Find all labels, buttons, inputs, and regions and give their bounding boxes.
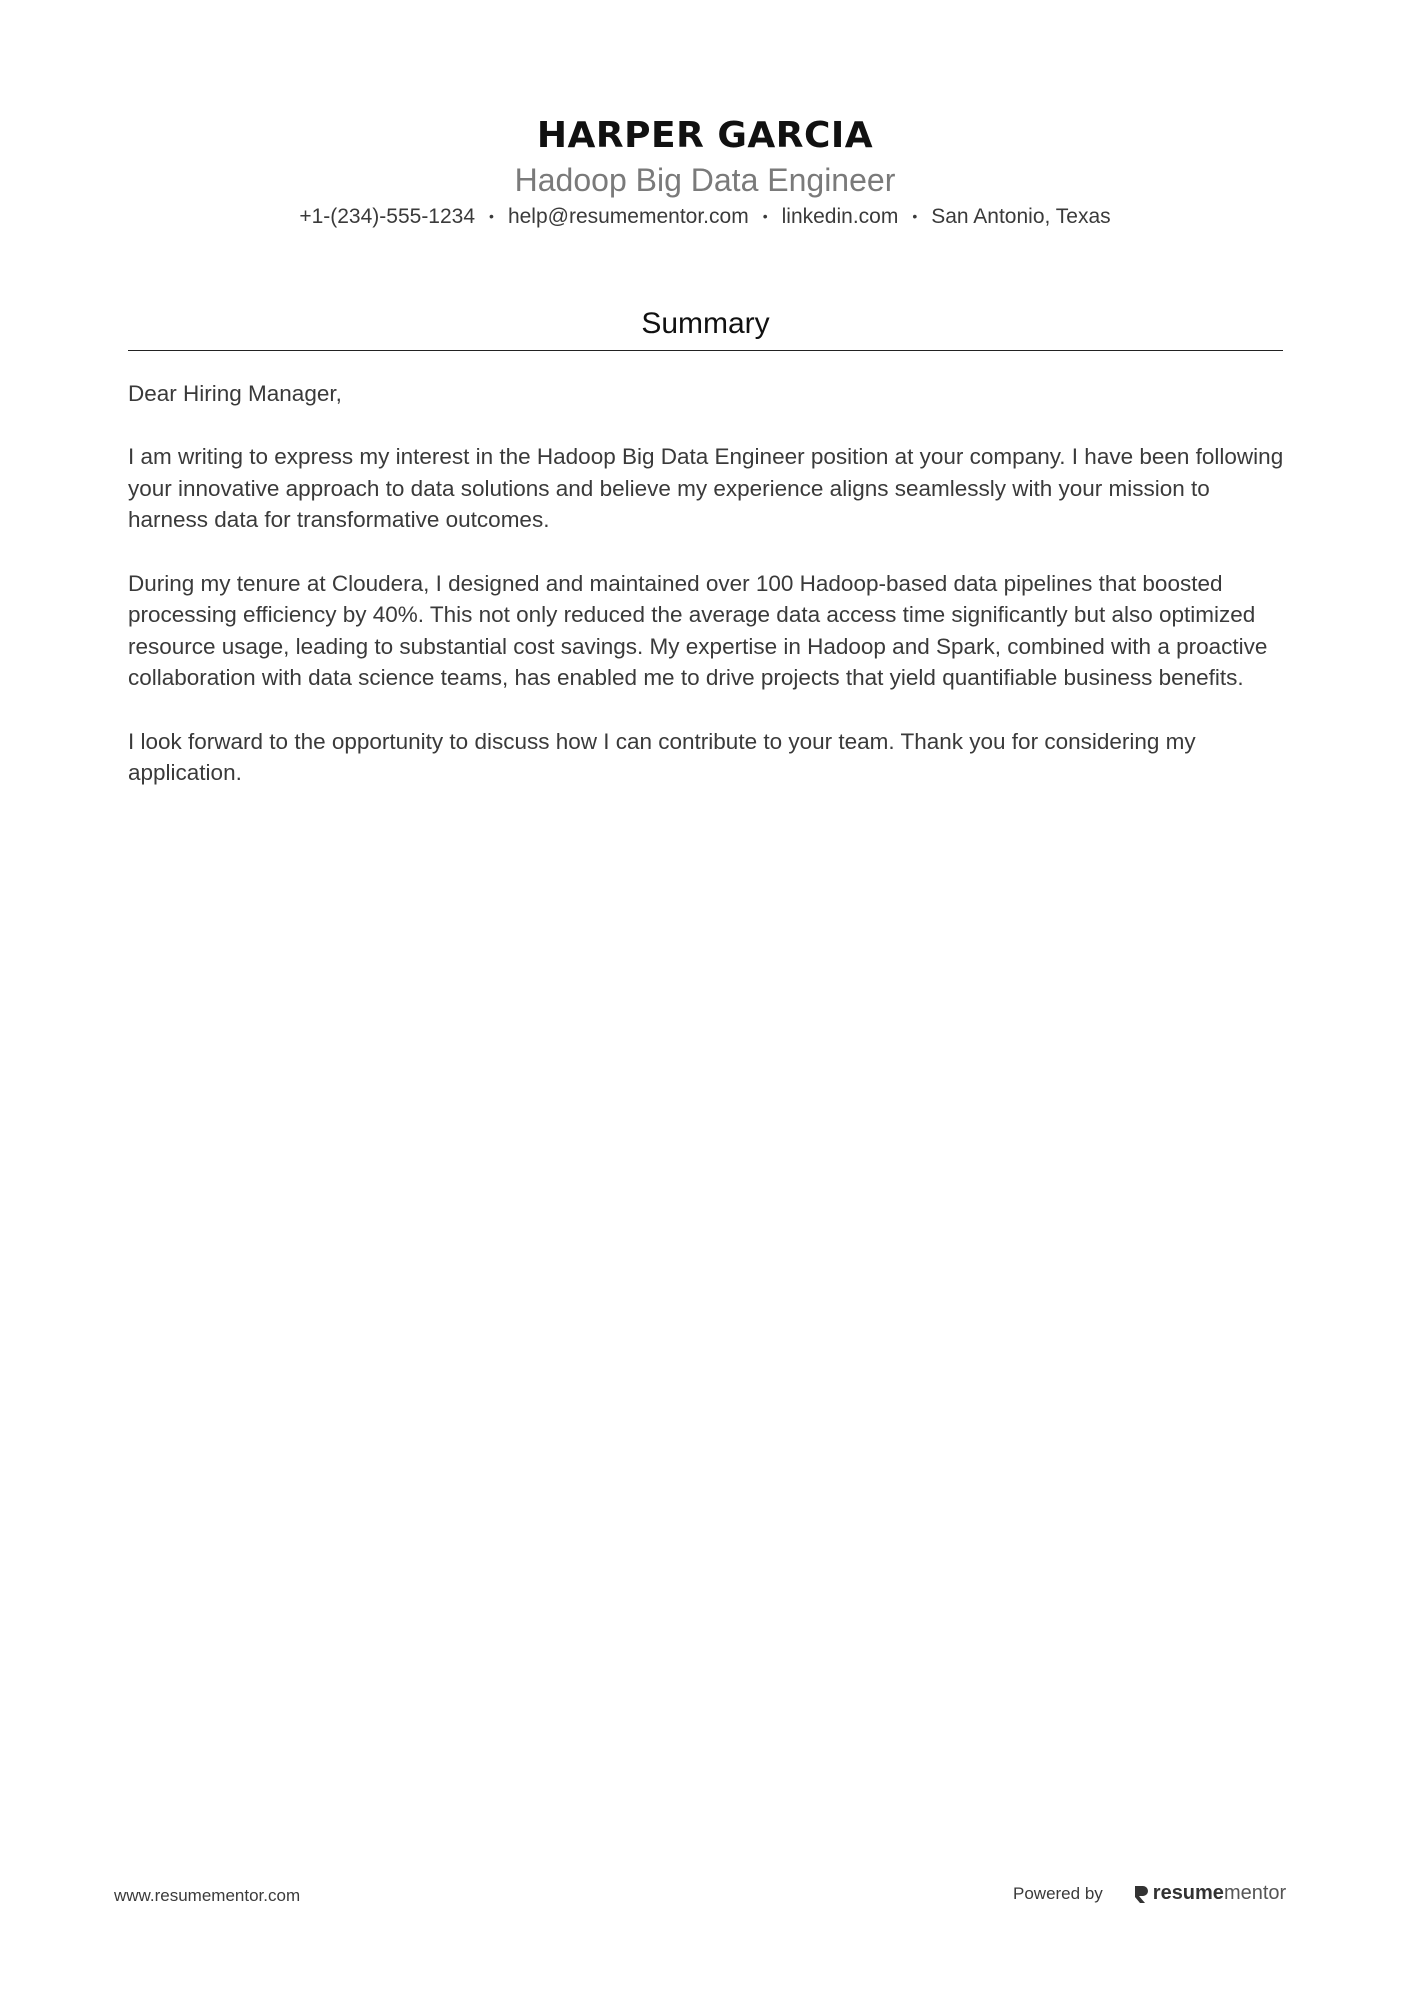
resumementor-logo-icon	[1133, 1884, 1149, 1904]
footer-website[interactable]: www.resumementor.com	[114, 1886, 301, 1905]
candidate-role: Hadoop Big Data Engineer	[514, 162, 896, 198]
contact-separator: •	[912, 208, 918, 224]
contact-linkedin[interactable]: linkedin.com	[781, 205, 899, 228]
section-divider	[128, 350, 1283, 351]
candidate-name: HARPER GARCIA	[536, 115, 874, 156]
letter-paragraph: During my tenure at Cloudera, I designed and maintained over 100 Hadoop-based data pipelines that boosted processing efficiency by 40%. This not only reduced the average data access time significantly but also optimized resource usage, leading to substantial cost savings. My expertise in Hadoop and Spark, combined with a proactive collaboration with data science teams, has enabled me to drive projects that yield quantifiable business benefits.	[128, 570, 1268, 691]
powered-by-label: Powered by	[1013, 1883, 1103, 1903]
contact-line	[0, 200, 1410, 233]
resume-header	[0, 112, 1410, 233]
contact-phone: +1-(234)-555-1234	[299, 205, 476, 228]
contact-location: San Antonio, Texas	[931, 205, 1111, 228]
letter-paragraph: I look forward to the opportunity to discuss how I can contribute to your team. Thank you for considering my application.	[128, 728, 1196, 786]
contact-email[interactable]: help@resumementor.com	[507, 205, 749, 228]
section-title-summary: Summary	[641, 307, 770, 340]
letter-greeting: Dear Hiring Manager,	[128, 381, 342, 406]
letter-body	[128, 378, 1288, 820]
contact-separator: •	[762, 208, 768, 224]
brand-text-bold: resume	[1152, 1882, 1224, 1904]
brand-logo[interactable]	[1133, 1882, 1286, 1905]
letter-paragraph: I am writing to express my interest in the Hadoop Big Data Engineer position at your company. I have been following your innovative approach to data solutions and believe my experience aligns seamlessly with your mission to harness data for transformative outcomes.	[128, 444, 1284, 533]
footer-powered-by	[1013, 1882, 1286, 1905]
contact-separator: •	[489, 208, 494, 224]
brand-text-light: mentor	[1223, 1882, 1287, 1904]
